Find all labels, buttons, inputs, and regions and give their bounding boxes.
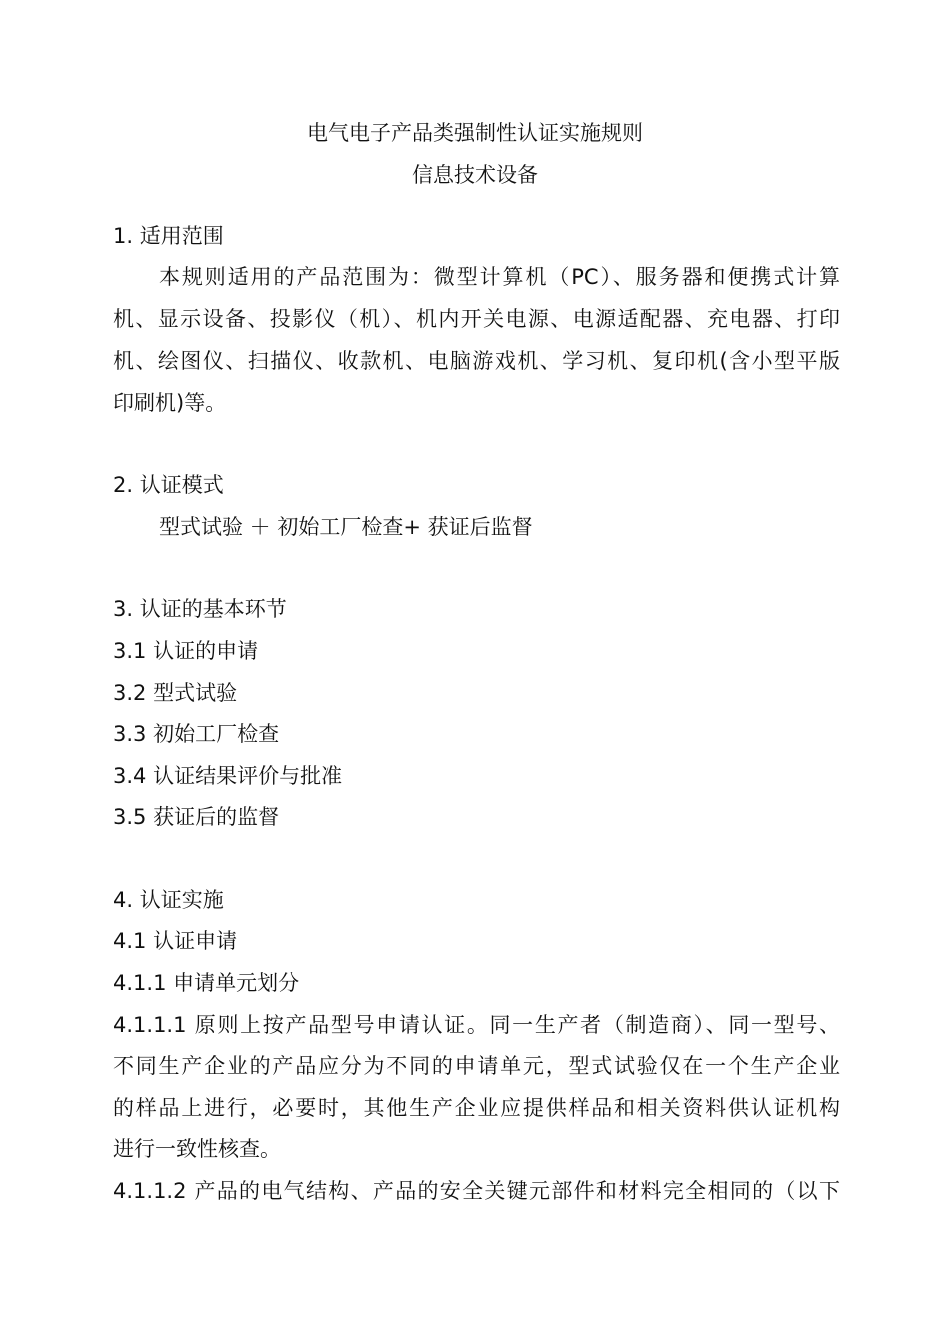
list-item: 3.1 认证的申请 — [113, 639, 259, 663]
list-item: 3.3 初始工厂检查 — [113, 722, 280, 746]
document-title: 电气电子产品类强制性认证实施规则 — [307, 121, 643, 145]
scope-paragraph-line: 本规则适用的产品范围为：微型计算机（PC）、服务器和便携式计算 — [159, 265, 840, 289]
paragraph-line: 进行一致性核查。 — [113, 1137, 281, 1161]
section-heading-steps: 3. 认证的基本环节 — [113, 597, 287, 621]
section-heading-implementation: 4. 认证实施 — [113, 888, 224, 912]
list-item: 3.5 获证后的监督 — [113, 805, 280, 829]
subsection-heading: 4.1 认证申请 — [113, 929, 238, 953]
list-item: 3.4 认证结果评价与批准 — [113, 764, 343, 788]
scope-paragraph-line: 机、显示设备、投影仪（机）、机内开关电源、电源适配器、充电器、打印 — [113, 307, 840, 331]
section-heading-mode: 2. 认证模式 — [113, 473, 224, 497]
section-heading-scope: 1. 适用范围 — [113, 224, 224, 248]
paragraph-line: 的样品上进行，必要时，其他生产企业应提供样品和相关资料供认证机构 — [113, 1096, 840, 1120]
subsection-heading: 4.1.1 申请单元划分 — [113, 971, 300, 995]
document-subtitle: 信息技术设备 — [412, 163, 538, 187]
paragraph-line: 4.1.1.2 产品的电气结构、产品的安全关键元部件和材料完全相同的（以下 — [113, 1179, 840, 1203]
scope-paragraph-line: 机、绘图仪、扫描仪、收款机、电脑游戏机、学习机、复印机(含小型平版 — [113, 349, 840, 373]
scope-paragraph-line: 印刷机)等。 — [113, 391, 227, 415]
paragraph-line: 4.1.1.1 原则上按产品型号申请认证。同一生产者（制造商）、同一型号、 — [113, 1013, 840, 1037]
list-item: 3.2 型式试验 — [113, 681, 238, 705]
mode-text: 型式试验 ＋ 初始工厂检查+ 获证后监督 — [159, 515, 533, 539]
paragraph-line: 不同生产企业的产品应分为不同的申请单元，型式试验仅在一个生产企业 — [113, 1054, 840, 1078]
